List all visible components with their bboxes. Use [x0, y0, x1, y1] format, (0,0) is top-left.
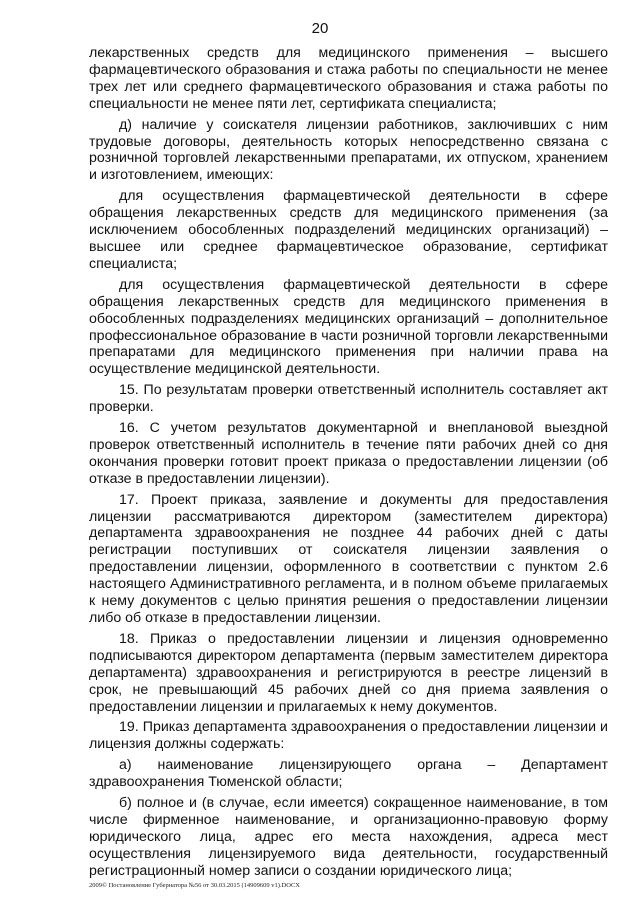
paragraph-item-d: д) наличие у соискателя лицензии работников, заключивших с ним трудовые договоры, деятельность которых непосредственно связана с розничной торговлей лекарственными препаратами, их отпуском, хранением и изготовлением, имеющих: [89, 116, 608, 184]
paragraph-19-a: а) наименование лицензирующего органа – Департамент здравоохранения Тюменской области; [89, 757, 608, 791]
page-number: 20 [311, 20, 329, 37]
paragraph-17: 17. Проект приказа, заявление и документы для предоставления лицензии рассматриваются директором (заместителем директора) департамента здравоохранения не позднее 44 рабочих дней с даты регистрации поступивших от соискателя лицензии заявления о предоставлении лицензии, оформленного в соответствии с пунктом 2.6 настоящего Административного регламента, и в полном объеме прилагаемых к нему документов с целью принятия решения о предоставлении лицензии либо об отказе в предоставлении лицензии. [89, 491, 608, 626]
document-footer: 2009© Постановление Губернатора №56 от 30.03.2015 (14909609 v1).DOCX [89, 882, 300, 889]
paragraph-requirement-pharmacy: для осуществления фармацевтической деятельности в сфере обращения лекарственных средств для медицинского применения (за исключением обособленных подразделений медицинских организаций) – высшее или среднее фармацевтическое образование, сертификат специалиста; [89, 188, 608, 272]
paragraph-requirement-medical-subdivisions: для осуществления фармацевтической деятельности в сфере обращения лекарственных средств для медицинского применения в обособленных подразделениях медицинских организаций – дополнительное профессиональное образование в части розничной торговли лекарственными препаратами для медицинского применения при наличии права на осуществление медицинской деятельности. [89, 276, 608, 378]
document-body [89, 45, 608, 884]
paragraph-18: 18. Приказ о предоставлении лицензии и лицензия одновременно подписываются директором департамента (первым заместителем директора департамента) здравоохранения и регистрируются в реестре лицензий в срок, не превышающий 45 рабочих дней со дня приема заявления о предоставлении лицензии и прилагаемых к нему документов. [89, 630, 608, 715]
paragraph-continuation: лекарственных средств для медицинского применения – высшего фармацевтического образования и стажа работы по специальности не менее трех лет или среднего фармацевтического образования и стажа работы по специальности не менее пяти лет, сертификата специалиста; [89, 45, 608, 112]
paragraph-19: 19. Приказ департамента здравоохранения о предоставлении лицензии и лицензия должны содержать: [89, 719, 608, 753]
paragraph-16: 16. С учетом результатов документарной и внеплановой выездной проверок ответственный исполнитель в течение пяти рабочих дней со дня окончания проверки готовит проект приказа о предоставлении лицензии (об отказе в предоставлении лицензии). [89, 420, 608, 487]
paragraph-15: 15. По результатам проверки ответственный исполнитель составляет акт проверки. [89, 382, 608, 416]
paragraph-19-b: б) полное и (в случае, если имеется) сокращенное наименование, в том числе фирменное наименование, и организационно-правовую форму юридического лица, адрес его места нахождения, адреса мест осуществления лицензируемого вида деятельности, государственный регистрационный номер записи о создании юридического лица; [89, 795, 608, 879]
